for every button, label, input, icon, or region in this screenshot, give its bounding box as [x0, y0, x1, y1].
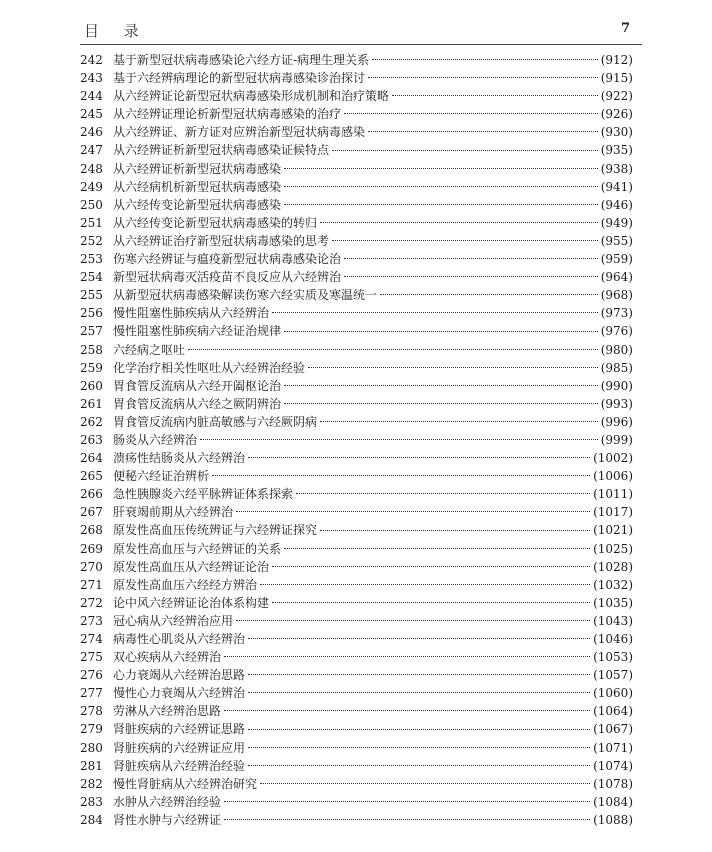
toc-entry-page: (941): [600, 179, 633, 194]
toc-entry-number: 261: [80, 396, 103, 411]
dot-leader: [248, 729, 590, 730]
toc-entry[interactable]: [80, 793, 633, 811]
dot-leader: [212, 475, 590, 476]
toc-entry-title: 肠炎从六经辨治: [113, 432, 198, 447]
toc-entry[interactable]: [80, 594, 633, 612]
page-number: 7: [620, 21, 630, 36]
toc-entry-title: 从六经辨证治疗新型冠状病毒感染的思考: [113, 233, 330, 248]
toc-entry-page: (946): [600, 197, 633, 212]
toc-entry[interactable]: [80, 540, 633, 558]
toc-entry-page: (1032): [593, 577, 633, 592]
toc-entry[interactable]: [80, 775, 633, 793]
dot-leader: [344, 276, 598, 277]
toc-entry-number: 273: [80, 613, 103, 628]
dot-leader: [224, 819, 590, 820]
toc-entry[interactable]: [80, 286, 633, 304]
toc-entry[interactable]: [80, 105, 633, 123]
toc-entry-number: 283: [80, 794, 103, 809]
toc-entry-title: 胃食管反流病内脏高敏感与六经厥阴病: [113, 414, 318, 429]
toc-entry-number: 263: [80, 432, 103, 447]
toc-entry[interactable]: [80, 322, 633, 340]
toc-entry-page: (1021): [593, 523, 633, 538]
toc-entry[interactable]: [80, 739, 633, 757]
toc-entry-number: 259: [80, 360, 103, 375]
toc-entry-page: (1067): [593, 722, 633, 737]
toc-entry-page: (959): [600, 252, 633, 267]
toc-entry-title: 肾性水肿与六经辨证: [113, 812, 222, 827]
toc-entry-title: 新型冠状病毒灭活疫苗不良反应从六经辨治: [113, 270, 342, 285]
toc-entry[interactable]: [80, 51, 633, 69]
toc-entry-number: 256: [80, 306, 103, 321]
toc-entry-page: (1002): [593, 451, 633, 466]
toc-entry[interactable]: [80, 648, 633, 666]
toc-entry-page: (1006): [593, 469, 633, 484]
toc-entry-title: 从六经病机析新型冠状病毒感染: [113, 179, 282, 194]
toc-entry-number: 284: [80, 812, 103, 827]
toc-entry[interactable]: [80, 178, 633, 196]
toc-entry[interactable]: [80, 576, 633, 594]
toc-entry[interactable]: [80, 377, 633, 395]
toc-entry-number: 247: [80, 143, 103, 158]
toc-entry-title: 溃疡性结肠炎从六经辨治: [113, 451, 246, 466]
toc-entry[interactable]: [80, 160, 633, 178]
toc-entry-title: 六经病之呕吐: [113, 342, 186, 357]
toc-entry-number: 249: [80, 179, 103, 194]
toc-entry-page: (1053): [593, 650, 633, 665]
toc-entry[interactable]: [80, 521, 633, 539]
dot-leader: [320, 530, 590, 531]
toc-entry-page: (973): [600, 306, 633, 321]
toc-entry[interactable]: [80, 413, 633, 431]
toc-entry-title: 化学治疗相关性呕吐从六经辨治经验: [113, 360, 306, 375]
toc-entry[interactable]: [80, 69, 633, 87]
dot-leader: [248, 674, 590, 675]
toc-entry-number: 270: [80, 559, 103, 574]
toc-entry-title: 从六经传变论新型冠状病毒感染的转归: [113, 215, 318, 230]
dot-leader: [284, 168, 598, 169]
dot-leader: [272, 566, 590, 567]
toc-entry[interactable]: [80, 141, 633, 159]
toc-entry-number: 265: [80, 469, 103, 484]
toc-entry-page: (1078): [593, 776, 633, 791]
dot-leader: [248, 638, 590, 639]
toc-entry[interactable]: [80, 666, 633, 684]
toc-entry-title: 原发性高血压从六经辨证论治: [113, 559, 270, 574]
toc-entry-page: (1046): [593, 632, 633, 646]
toc-entry-number: 246: [80, 125, 103, 140]
dot-leader: [188, 349, 598, 350]
toc-entry-page: (968): [600, 288, 633, 303]
toc-entry-title: 从新型冠状病毒感染解读伤寒六经实质及寒温统一: [113, 288, 378, 303]
dot-leader: [368, 131, 598, 132]
toc-entry[interactable]: [80, 304, 633, 322]
toc-entry-page: (955): [600, 233, 633, 248]
toc-entry-page: (1071): [593, 740, 633, 755]
dot-leader: [236, 511, 590, 512]
dot-leader: [284, 403, 598, 404]
toc-entry-number: 258: [80, 342, 103, 357]
toc-entry-title: 从六经辨证、新方证对应辨治新型冠状病毒感染: [113, 125, 366, 140]
header-rule: [80, 44, 642, 45]
toc-entry-number: 282: [80, 776, 103, 791]
toc-entry-title: 基于新型冠状病毒感染论六经方证-病理生理关系: [113, 53, 370, 67]
page-title: 目 录: [84, 22, 149, 40]
toc-entry-page: (922): [600, 89, 633, 104]
toc-entry-page: (915): [600, 71, 633, 86]
toc-entry[interactable]: [80, 268, 633, 286]
toc-entry-page: (912): [600, 53, 633, 67]
toc-entry-number: 271: [80, 577, 103, 592]
toc-entry-number: 264: [80, 451, 103, 466]
toc-entry-page: (1025): [593, 541, 633, 556]
toc-entry-page: (964): [600, 270, 633, 285]
toc-entry-title: 慢性肾脏病从六经辨治研究: [113, 776, 258, 791]
toc-entry-title: 急性胰腺炎六经平脉辨证体系探索: [113, 487, 294, 502]
dot-leader: [332, 240, 598, 241]
toc-entry-number: 254: [80, 270, 103, 285]
toc-entry-number: 268: [80, 523, 103, 538]
toc-entry-page: (1088): [593, 812, 633, 827]
dot-leader: [344, 113, 598, 114]
toc-entry-number: 275: [80, 650, 103, 665]
toc-entry-number: 242: [80, 53, 103, 67]
toc-entry-title: 肾脏疾病从六经辨治经验: [113, 758, 246, 773]
dot-leader: [320, 421, 598, 422]
dot-leader: [224, 710, 590, 711]
toc-entry-number: 279: [80, 722, 103, 737]
toc-entry[interactable]: [80, 449, 633, 467]
toc-entry-number: 248: [80, 161, 103, 176]
toc-entry-number: 280: [80, 740, 103, 755]
toc-entry-page: (1064): [593, 704, 633, 719]
toc-entry-page: (1043): [593, 613, 633, 628]
dot-leader: [284, 331, 598, 332]
dot-leader: [372, 59, 598, 60]
dot-leader: [284, 385, 598, 386]
toc-entry[interactable]: [80, 630, 633, 648]
toc-entry-number: 266: [80, 487, 103, 502]
toc-entry-title: 水肿从六经辨治经验: [113, 794, 222, 809]
toc-entry-page: (1060): [593, 686, 633, 701]
toc-entry-page: (1057): [593, 668, 633, 683]
toc-entry-page: (990): [600, 378, 633, 393]
dot-leader: [272, 602, 590, 603]
toc-entry-number: 269: [80, 541, 103, 556]
toc-entry-page: (980): [600, 342, 633, 357]
dot-leader: [344, 258, 598, 259]
toc-entry-page: (935): [600, 143, 633, 158]
toc-entry-number: 255: [80, 288, 103, 303]
toc-entry-number: 245: [80, 107, 103, 122]
toc-entry[interactable]: [80, 612, 633, 630]
dot-leader: [368, 77, 598, 78]
dot-leader: [284, 204, 598, 205]
toc-entry[interactable]: [80, 720, 633, 738]
dot-leader: [380, 294, 598, 295]
toc-entry-page: (996): [600, 414, 633, 429]
dot-leader: [236, 620, 590, 621]
toc-entry-page: (1074): [593, 758, 633, 773]
toc-entry-number: 274: [80, 632, 103, 646]
dot-leader: [260, 584, 590, 585]
toc-entry[interactable]: [80, 558, 633, 576]
dot-leader: [320, 222, 598, 223]
toc-entry-number: 277: [80, 686, 103, 701]
toc-entry-title: 便秘六经证治辨析: [113, 469, 210, 484]
toc-entry-page: (1011): [593, 487, 633, 502]
dot-leader: [296, 493, 590, 494]
toc-entry[interactable]: [80, 214, 633, 232]
toc-entry[interactable]: [80, 341, 633, 359]
dot-leader: [284, 548, 590, 549]
toc-entry-page: (993): [600, 396, 633, 411]
toc-entry-page: (938): [600, 161, 633, 176]
toc-entry-title: 论中风六经辨证论治体系构建: [113, 595, 270, 610]
toc-entry-number: 272: [80, 595, 103, 610]
toc-entry-title: 从六经辨证理论析新型冠状病毒感染的治疗: [113, 107, 342, 122]
toc-entry[interactable]: [80, 503, 633, 521]
toc-entry-title: 病毒性心肌炎从六经辨治: [113, 632, 246, 646]
dot-leader: [272, 312, 598, 313]
toc-entry[interactable]: [80, 684, 633, 702]
toc-entry[interactable]: [80, 123, 633, 141]
toc-entry-title: 原发性高血压与六经辨证的关系: [113, 541, 282, 556]
toc-entry-title: 从六经辨证论新型冠状病毒感染形成机制和治疗策略: [113, 89, 390, 104]
toc-entry-page: (1028): [593, 559, 633, 574]
toc-entry-number: 278: [80, 704, 103, 719]
toc-entry-page: (926): [600, 107, 633, 122]
dot-leader: [284, 186, 598, 187]
toc-entry-page: (1084): [593, 794, 633, 809]
toc-entry-number: 244: [80, 89, 103, 104]
toc-entry-title: 肾脏疾病的六经辨证思路: [113, 722, 246, 737]
toc-entry-title: 伤寒六经辨证与瘟疫新型冠状病毒感染论治: [113, 252, 342, 267]
dot-leader: [392, 95, 598, 96]
toc-entry-number: 252: [80, 233, 103, 248]
dot-leader: [248, 765, 590, 766]
dot-leader: [308, 367, 598, 368]
toc-entry-title: 慢性阻塞性肺疾病从六经辨治: [113, 306, 270, 321]
toc-entry-page: (1035): [593, 595, 633, 610]
toc-entry-page: (999): [600, 432, 633, 447]
toc-entry-number: 267: [80, 505, 103, 520]
toc-entry-title: 从六经辨证析新型冠状病毒感染: [113, 161, 282, 176]
dot-leader: [248, 457, 590, 458]
toc-entry-title: 慢性心力衰竭从六经辨治: [113, 686, 246, 701]
toc-entry-number: 253: [80, 252, 103, 267]
toc-entry-page: (930): [600, 125, 633, 140]
toc-entry-title: 心力衰竭从六经辨治思路: [113, 668, 246, 683]
toc-entry-number: 260: [80, 378, 103, 393]
table-of-contents: [80, 51, 633, 829]
toc-entry-title: 从六经辨证析新型冠状病毒感染证候特点: [113, 143, 330, 158]
toc-entry[interactable]: [80, 757, 633, 775]
toc-entry-title: 冠心病从六经辨治应用: [113, 613, 234, 628]
toc-entry[interactable]: [80, 232, 633, 250]
dot-leader: [260, 783, 590, 784]
toc-entry-title: 肝衰竭前期从六经辨治: [113, 505, 234, 520]
toc-entry-number: 276: [80, 668, 103, 683]
dot-leader: [224, 656, 590, 657]
toc-entry[interactable]: [80, 87, 633, 105]
dot-leader: [248, 692, 590, 693]
toc-entry[interactable]: [80, 467, 633, 485]
toc-entry-page: (1017): [593, 505, 633, 520]
dot-leader: [200, 439, 598, 440]
toc-entry-title: 胃食管反流病从六经之厥阴辨治: [113, 396, 282, 411]
toc-entry-title: 劳淋从六经辨治思路: [113, 704, 222, 719]
toc-entry-number: 243: [80, 71, 103, 86]
dot-leader: [224, 801, 590, 802]
toc-entry[interactable]: [80, 250, 633, 268]
toc-entry-number: 262: [80, 414, 103, 429]
dot-leader: [248, 747, 590, 748]
toc-entry-number: 257: [80, 324, 103, 339]
toc-entry-page: (949): [600, 215, 633, 230]
toc-entry-title: 原发性高血压六经经方辨治: [113, 577, 258, 592]
toc-entry-title: 肾脏疾病的六经辨证应用: [113, 740, 246, 755]
toc-entry-title: 慢性阻塞性肺疾病六经证治规律: [113, 324, 282, 339]
page-header: [80, 20, 642, 42]
toc-entry[interactable]: [80, 196, 633, 214]
toc-entry-title: 原发性高血压传统辨证与六经辨证探究: [113, 523, 318, 538]
toc-entry-title: 基于六经辨病理论的新型冠状病毒感染诊治探讨: [113, 71, 366, 86]
toc-entry[interactable]: [80, 485, 633, 503]
toc-entry-number: 281: [80, 758, 103, 773]
toc-entry-title: 双心疾病从六经辨治: [113, 650, 222, 665]
toc-entry[interactable]: [80, 359, 633, 377]
dot-leader: [332, 150, 598, 151]
toc-entry-title: 从六经传变论新型冠状病毒感染: [113, 197, 282, 212]
toc-entry-title: 胃食管反流病从六经开阖枢论治: [113, 378, 282, 393]
toc-entry[interactable]: [80, 431, 633, 449]
toc-entry-page: (985): [600, 360, 633, 375]
toc-entry[interactable]: [80, 395, 633, 413]
toc-entry-page: (976): [600, 324, 633, 339]
toc-entry[interactable]: [80, 811, 633, 829]
toc-entry-number: 251: [80, 215, 103, 230]
toc-entry[interactable]: [80, 702, 633, 720]
toc-entry-number: 250: [80, 197, 103, 212]
